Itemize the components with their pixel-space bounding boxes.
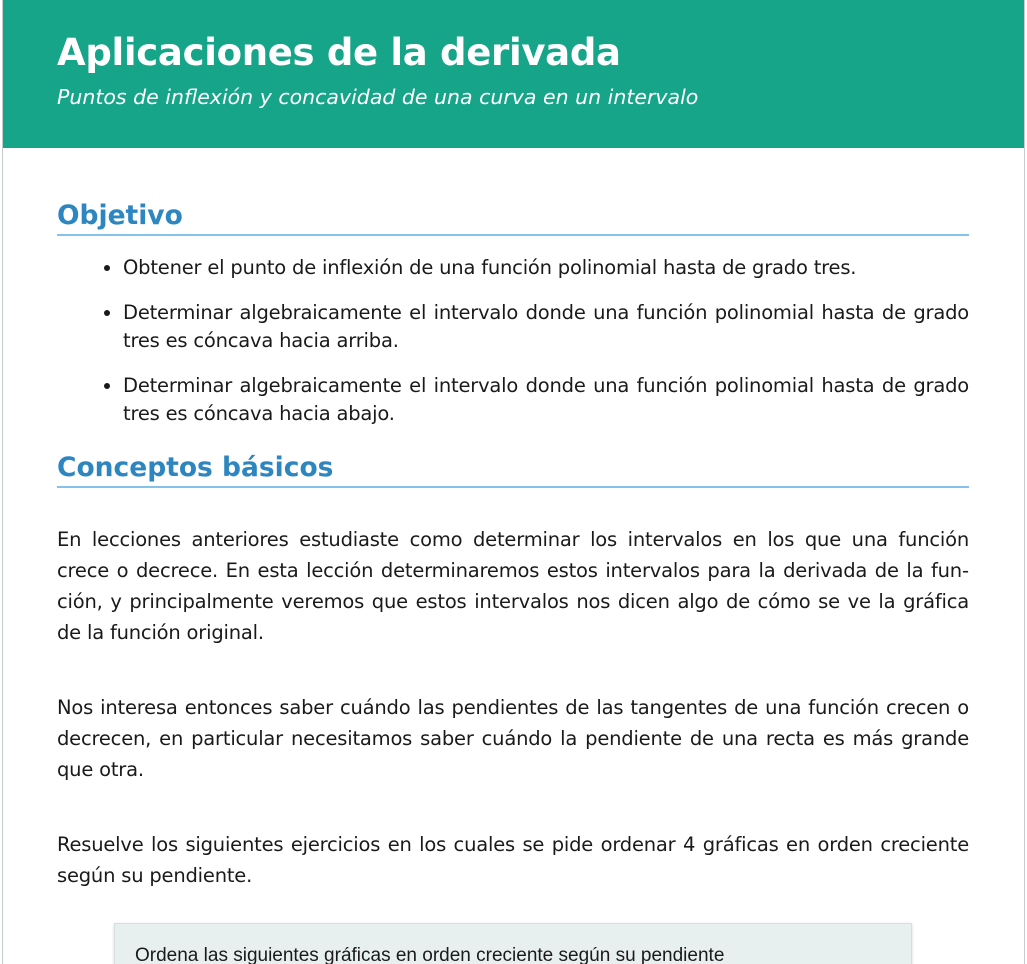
lesson-subtitle: Puntos de inflexión y concavidad de una curva en un intervalo: [57, 85, 699, 109]
objetivo-list: [57, 254, 969, 428]
conceptos-heading: Conceptos básicos: [57, 452, 969, 488]
conceptos-paragraph: Nos interesa entonces saber cuándo las pendientes de las tangentes de una función crecen o decrecen, en particular necesitamos saber cuándo la pendiente de una recta es más grande que otra.: [57, 696, 969, 781]
exercise-prompt: Ordena las siguientes gráficas en orden creciente según su pendiente: [135, 945, 725, 964]
objetivo-heading: Objetivo: [57, 200, 969, 236]
objetivo-item: • Determinar algebraicamente el intervalo donde una función polinomial hasta de grado tres es cóncava hacia abajo.: [123, 372, 969, 428]
objetivo-item: • Obtener el punto de inflexión de una función polinomial hasta de grado tres.: [123, 254, 969, 282]
lesson-page: [2, 0, 1025, 964]
exercise-box[interactable]: [114, 923, 912, 964]
objetivo-item: • Determinar algebraicamente el intervalo donde una función polinomial hasta de grado tres es cóncava hacia arriba.: [123, 299, 969, 355]
lesson-content: [3, 148, 1024, 964]
lesson-title: Aplicaciones de la derivada: [57, 31, 621, 74]
conceptos-paragraph: Resuelve los siguientes ejercicios en los cuales se pide ordenar 4 gráficas en orden creciente según su pendiente.: [57, 833, 969, 887]
conceptos-section: [57, 452, 969, 891]
lesson-banner: [3, 0, 1024, 148]
objetivo-section: [57, 200, 969, 428]
conceptos-paragraph: En lecciones anteriores estudiaste como determinar los intervalos en los que una función crece o decrece. En esta lección determinaremos estos intervalos para la derivada de la función, y principalmente veremos que estos intervalos nos dicen algo de cómo se ve la gráfica de la función original.: [57, 528, 969, 644]
